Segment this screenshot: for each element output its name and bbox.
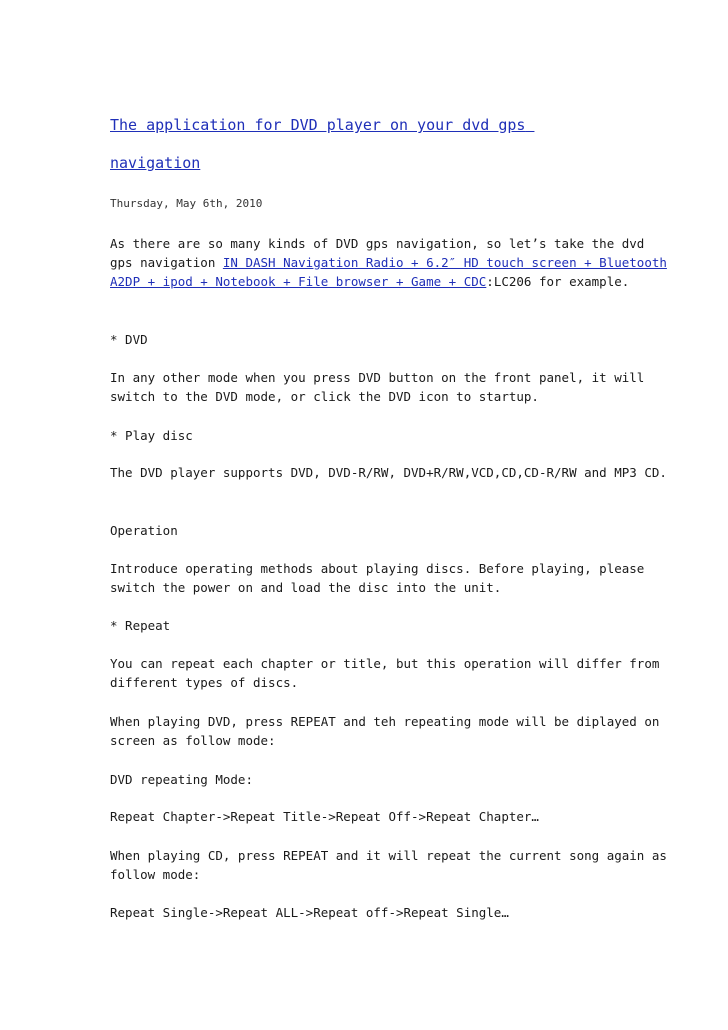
intro-text: As there are so many kinds of DVD gps navigation, so let’s take the dvd gps navigation: [110, 236, 645, 270]
dvd-heading: * DVD: [110, 332, 148, 347]
repeat-paragraph: You can repeat each chapter or title, but this operation will differ from different types of discs.: [110, 656, 660, 690]
title-line-2: navigation: [110, 154, 201, 172]
operation-heading: Operation: [110, 523, 178, 538]
dvd-mode-label: DVD repeating Mode:: [110, 772, 253, 787]
product-link[interactable]: IN DASH Navigation Radio + 6.2″ HD touch screen + Bluetooth A2DP + ipod + Notebook + File browser + Game + CDC: [110, 255, 667, 289]
post-date: Thursday, May 6th, 2010: [110, 197, 263, 210]
intro-text-end: :LC206 for example.: [486, 274, 630, 289]
play-disc-heading: * Play disc: [110, 428, 193, 443]
title-line-1: The application for DVD player on your dvd gps: [110, 116, 526, 134]
cd-mode-sequence: Repeat Single->Repeat ALL->Repeat off->Repeat Single…: [110, 905, 509, 920]
article-title-link[interactable]: [110, 116, 534, 172]
repeat-heading: * Repeat: [110, 618, 171, 633]
intro-paragraph: [110, 234, 670, 291]
operation-paragraph: Introduce operating methods about playing discs. Before playing, please switch the power on and load the disc into the unit.: [110, 561, 645, 595]
repeat-cd-paragraph: When playing CD, press REPEAT and it will repeat the current song again as follow mode:: [110, 848, 667, 882]
repeat-dvd-paragraph: When playing DVD, press REPEAT and teh repeating mode will be diplayed on screen as follow mode:: [110, 714, 660, 748]
article-title: [110, 106, 670, 182]
dvd-paragraph: In any other mode when you press DVD button on the front panel, it will switch to the DVD mode, or click the DVD icon to startup.: [110, 370, 645, 404]
dvd-mode-sequence: Repeat Chapter->Repeat Title->Repeat Off->Repeat Chapter…: [110, 809, 539, 824]
play-disc-paragraph: The DVD player supports DVD, DVD-R/RW, DVD+R/RW,VCD,CD,CD-R/RW and MP3 CD.: [110, 465, 667, 480]
